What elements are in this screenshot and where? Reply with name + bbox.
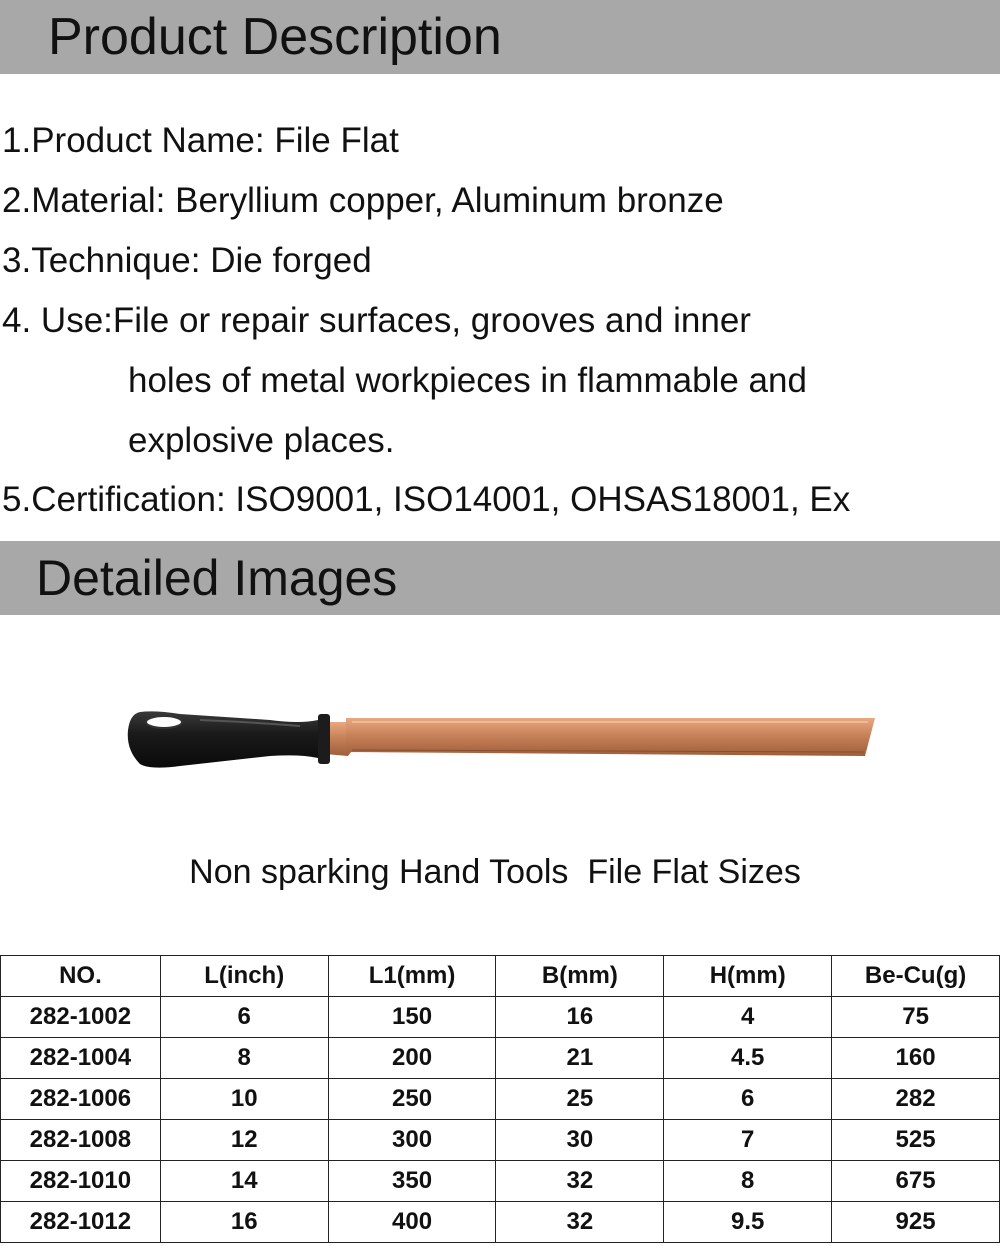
table-cell: 32 — [496, 1202, 664, 1243]
table-cell: 16 — [160, 1202, 328, 1243]
table-cell: 4.5 — [664, 1038, 832, 1079]
table-cell: 282-1012 — [1, 1202, 161, 1243]
table-cell: 30 — [496, 1120, 664, 1161]
spec-certification: 5.Certification: ISO9001, ISO14001, OHSAS18001, Ex — [2, 480, 851, 519]
table-cell: 10 — [160, 1079, 328, 1120]
table-cell: 32 — [496, 1161, 664, 1202]
table-cell: 300 — [328, 1120, 496, 1161]
table-cell: 282-1010 — [1, 1161, 161, 1202]
table-cell: 160 — [832, 1038, 1000, 1079]
table-cell: 282-1002 — [1, 997, 161, 1038]
spec-use-continued: explosive places. — [128, 421, 395, 460]
col-header-no: NO. — [1, 956, 161, 997]
detailed-images-title: Detailed Images — [36, 550, 398, 606]
table-row — [1, 1161, 1000, 1202]
spec-use-continued: holes of metal workpieces in flammable and — [128, 361, 807, 400]
table-cell: 4 — [664, 997, 832, 1038]
table-cell: 350 — [328, 1161, 496, 1202]
table-cell: 12 — [160, 1120, 328, 1161]
table-cell: 8 — [664, 1161, 832, 1202]
table-cell: 525 — [832, 1120, 1000, 1161]
product-description-banner — [0, 0, 1000, 74]
table-cell: 16 — [496, 997, 664, 1038]
table-cell: 6 — [160, 997, 328, 1038]
table-cell: 14 — [160, 1161, 328, 1202]
table-cell: 675 — [832, 1161, 1000, 1202]
table-cell: 282-1004 — [1, 1038, 161, 1079]
table-cell: 925 — [832, 1202, 1000, 1243]
table-cell: 6 — [664, 1079, 832, 1120]
detailed-images-banner — [0, 541, 1000, 615]
table-cell: 282-1006 — [1, 1079, 161, 1120]
table-row — [1, 1202, 1000, 1243]
table-cell: 400 — [328, 1202, 496, 1243]
product-description-title: Product Description — [48, 8, 502, 66]
col-header-length-inch: L(inch) — [160, 956, 328, 997]
flat-file-tool-icon — [120, 700, 890, 780]
table-cell: 25 — [496, 1079, 664, 1120]
col-header-width-mm: B(mm) — [496, 956, 664, 997]
table-cell: 282 — [832, 1079, 1000, 1120]
spec-product-name: 1.Product Name: File Flat — [2, 121, 399, 160]
table-cell: 9.5 — [664, 1202, 832, 1243]
table-row — [1, 1120, 1000, 1161]
table-cell: 8 — [160, 1038, 328, 1079]
table-cell: 250 — [328, 1079, 496, 1120]
table-cell: 150 — [328, 997, 496, 1038]
table-cell: 200 — [328, 1038, 496, 1079]
table-row — [1, 997, 1000, 1038]
table-cell: 21 — [496, 1038, 664, 1079]
spec-technique: 3.Technique: Die forged — [2, 241, 372, 280]
size-table — [0, 955, 1000, 1243]
col-header-height-mm: H(mm) — [664, 956, 832, 997]
table-row — [1, 1079, 1000, 1120]
spec-material: 2.Material: Beryllium copper, Aluminum bronze — [2, 181, 724, 220]
col-header-weight-g: Be-Cu(g) — [832, 956, 1000, 997]
image-caption: Non sparking Hand Tools File Flat Sizes — [189, 853, 801, 891]
table-cell: 75 — [832, 997, 1000, 1038]
table-row — [1, 1038, 1000, 1079]
col-header-length-mm: L1(mm) — [328, 956, 496, 997]
table-cell: 282-1008 — [1, 1120, 161, 1161]
table-header-row — [1, 956, 1000, 997]
table-cell: 7 — [664, 1120, 832, 1161]
spec-use: 4. Use:File or repair surfaces, grooves and inner — [2, 301, 751, 340]
